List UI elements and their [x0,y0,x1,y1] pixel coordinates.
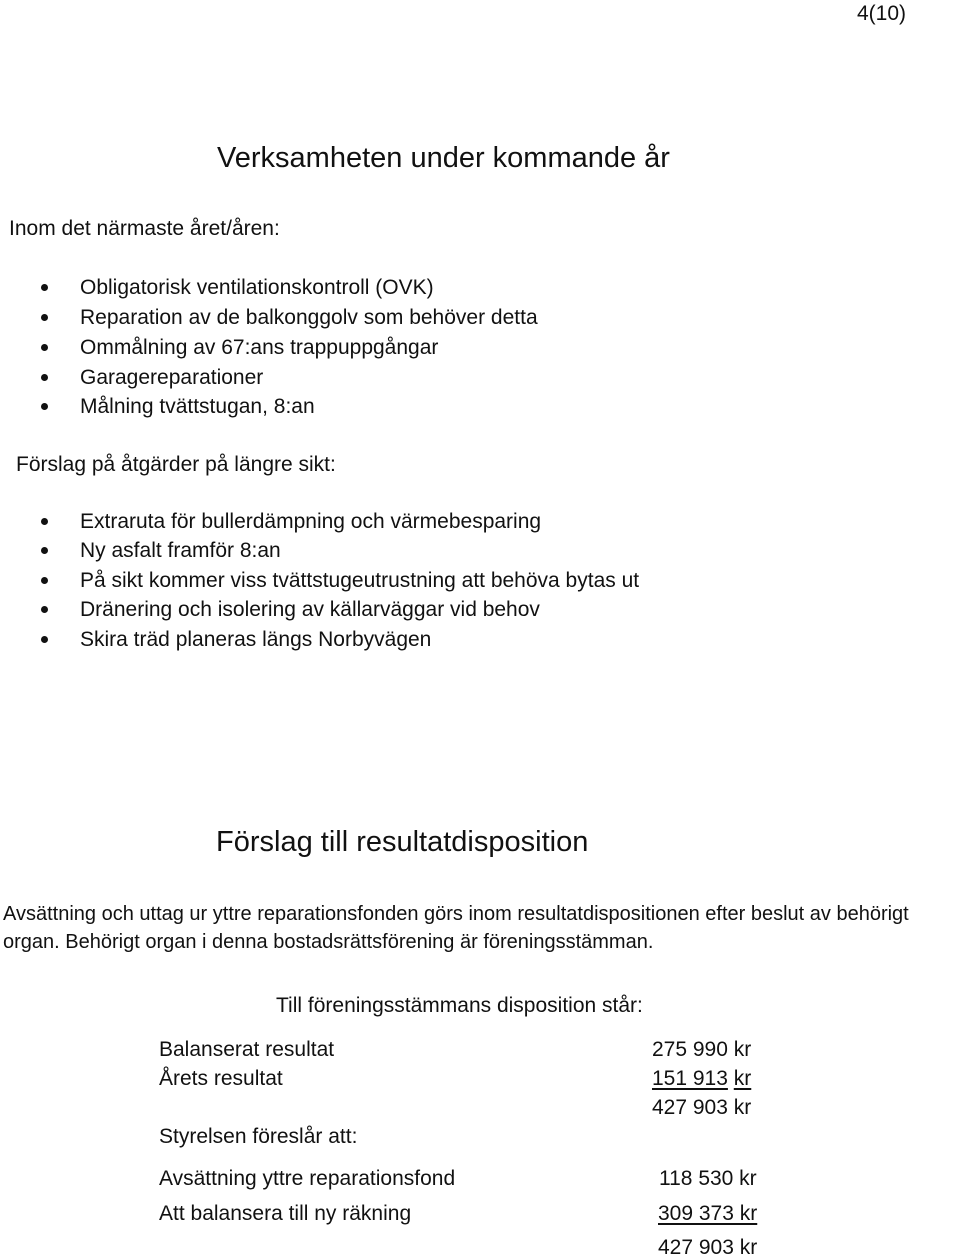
bullet-icon [41,606,48,613]
bullet-icon [41,547,48,554]
subtotal-amount: 427 903 kr [652,1096,752,1119]
bullet-icon [41,344,48,351]
arets-unit: kr [733,1067,752,1090]
avsattning-amount: 118 530 kr [659,1167,757,1190]
list-item: Extraruta för bullerdämpning och värmebesparing [80,510,541,534]
list-item: Ny asfalt framför 8:an [80,539,281,563]
bullet-icon [41,284,48,291]
section-title-resultatdisposition: Förslag till resultatdisposition [216,826,589,858]
disposition-heading: Till föreningsstämmans disposition står: [276,994,643,1017]
bullet-icon [41,374,48,381]
list-item: Garagereparationer [80,366,263,390]
arets-label: Årets resultat [159,1067,283,1090]
bullet-icon [41,636,48,643]
list-item: På sikt kommer viss tvättstugeutrustning att behöva bytas ut [80,569,639,593]
total-amount: 427 903 kr [658,1236,758,1259]
arets-amount [652,1067,751,1091]
balanserat-amount: 275 990 kr [652,1038,752,1061]
list-item: Dränering och isolering av källarväggar vid behov [80,598,540,622]
avsattning-label: Avsättning yttre reparationsfond [159,1167,456,1190]
arets-number: 151 913 [652,1067,728,1090]
bullet-icon [41,403,48,410]
list-item: Reparation av de balkonggolv som behöver detta [80,306,538,330]
section-title-verksamheten: Verksamheten under kommande år [217,142,670,174]
near-term-label: Inom det närmaste året/åren: [9,217,280,240]
list-item: Ommålning av 67:ans trappuppgångar [80,336,438,360]
list-item: Målning tvättstugan, 8:an [80,395,315,419]
balanserat-label: Balanserat resultat [159,1038,335,1061]
bullet-icon [41,577,48,584]
styrelsen-label: Styrelsen föreslår att: [159,1125,358,1148]
balansera-amount: 309 373 kr [658,1202,758,1225]
bullet-icon [41,518,48,525]
list-item: Obligatorisk ventilationskontroll (OVK) [80,276,434,300]
list-item: Skira träd planeras längs Norbyvägen [80,628,431,652]
page-number: 4(10) [857,2,907,25]
long-term-label: Förslag på åtgärder på längre sikt: [16,453,336,476]
bullet-icon [41,314,48,321]
balansera-label: Att balansera till ny räkning [159,1202,412,1225]
disposition-paragraph: Avsättning och uttag ur yttre reparationsfonden görs inom resultatdispositionen efter beslut av behörigt organ. Behörigt organ i denna bostadsrättsförening är föreningsstämman. [3,903,909,953]
